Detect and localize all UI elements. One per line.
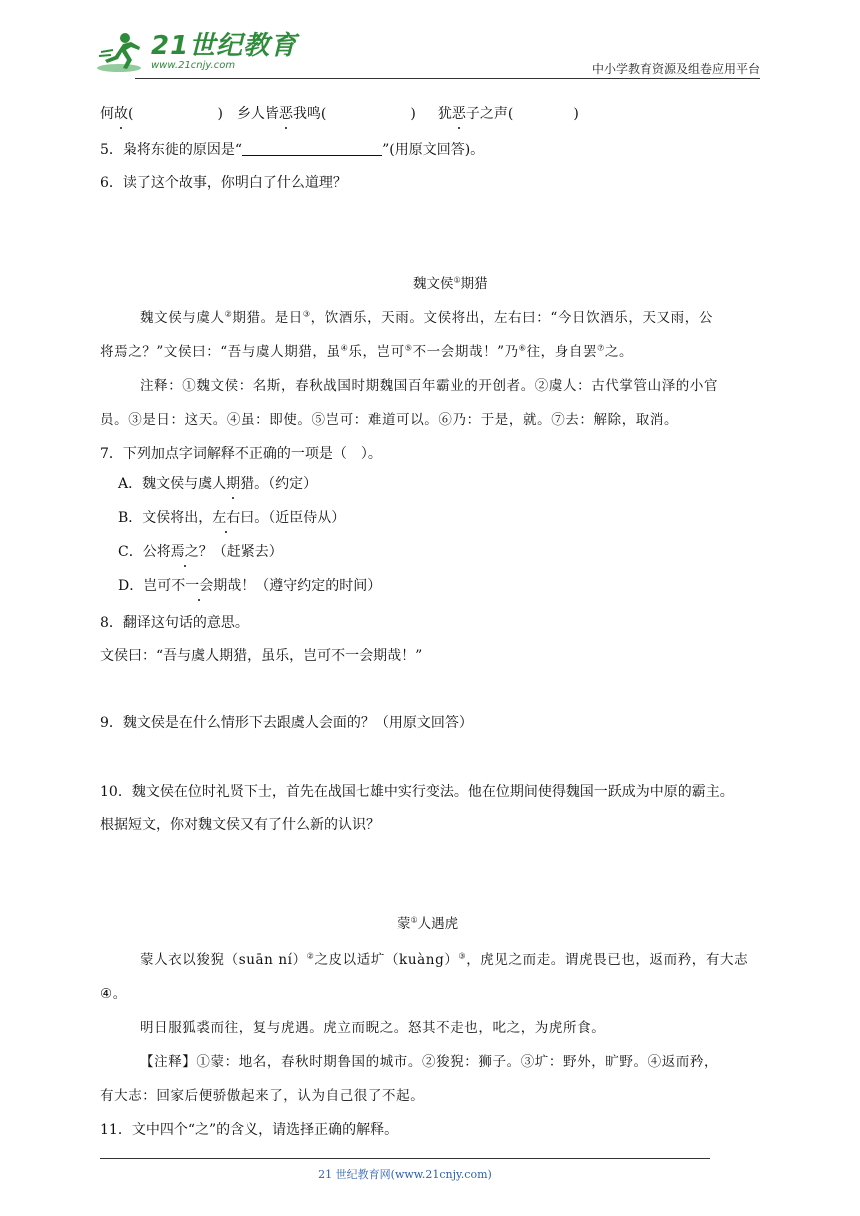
q4-paren-close-2: ) [410,106,416,122]
p1l2-s4: ⑦ [597,343,605,353]
q4-text-1: 何 [100,106,114,122]
q4-dotted-3: 恶 [451,106,466,122]
passage1-note-1: 注释：①魏文侯：名斯，春秋战国时期魏国百年霸业的开创者。②虞人：古代掌管山泽的小官 [140,378,719,394]
question-5 [100,140,484,160]
p1l2-a: 将焉之？”文侯曰：“吾与虞人期猎，虽 [100,344,341,360]
q7b-pre: B．文侯将出， [118,510,213,526]
p1l2-d: 往，身自罢 [526,344,598,360]
passage2-title-a: 蒙 [397,916,411,932]
q4-dotted-1: 故 [114,106,128,122]
passage1-title-sup: ① [453,275,461,285]
passage1-note-2: 员。③是日：这天。④虽：即使。⑤岂可：难道可以。⑥乃：于是，就。⑦去：解除，取消。 [100,412,679,428]
p2l1-s2: ③ [458,951,467,961]
footer-divider [100,1158,710,1159]
p1l1-s1: ② [224,309,233,319]
question-6: 6．读了这个故事，你明白了什么道理？ [100,175,347,191]
p1l2-c: 不一会期哉！”乃 [412,344,519,360]
q4-text-3: 我鸣( [292,106,327,122]
logo [95,30,297,74]
passage2-title-b: 人遇虎 [417,916,459,932]
q7-option-c[interactable] [118,542,283,562]
q4-paren-close-3: ) [573,106,579,122]
passage2-title [397,914,458,934]
q7-option-d[interactable] [118,576,381,596]
q4-dotted-2: 恶 [278,106,293,122]
p1l1-b: 期猎。是日 [232,310,303,326]
passage1-line-1 [140,308,713,328]
header-divider [135,78,760,79]
q5-answer-blank[interactable] [242,141,382,156]
q5-text-pre: 5．枭将东徙的原因是“ [100,142,243,158]
passage1-title-b: 期猎 [460,276,488,292]
p1l2-b: 乐，岂可 [348,344,405,360]
q7-option-b[interactable] [118,508,345,528]
passage2-note-2: 有大志：回家后便骄傲起来了，认为自己很了不起。 [100,1088,425,1104]
logo-url: www.21cnjy.com [151,60,236,71]
passage2-line-1 [140,950,748,970]
p1l2-s2: ⑤ [404,343,413,353]
q4-text-2: 乡人皆 [236,106,279,122]
p1l1-a: 魏文侯与虞人 [140,310,225,326]
question-7-stem: 7．下列加点字词解释不正确的一项是（ ）。 [100,446,382,462]
q5-text-post: ”(用原文回答)。 [382,142,485,158]
q7b-dotted: 左右 [212,510,241,526]
p2l1-c: ，虎见之而走。谓虎畏已也，返而矜，有大志 [466,952,749,968]
footer-link[interactable]: 21 世纪教育网(www.21cnjy.com) [318,1168,492,1181]
q7a-pre: A．魏文侯与虞人 [118,476,227,492]
p1l2-s1: ④ [340,343,349,353]
q7d-post: 期哉！（遵守约定的时间） [213,578,382,594]
q7d-dotted: 一会 [185,578,214,594]
passage1-title [413,274,488,294]
passage2-line-3: 明日服狐裘而往，复与虎遇。虎立而睨之。怒其不走也，叱之，为虎所食。 [140,1020,606,1036]
q4-fill-line [100,104,579,124]
question-10-line-1: 10．魏文侯在位时礼贤下士，首先在战国七雄中实行变法。他在位期间使得魏国一跃成为中原的霸主。 [100,784,734,800]
platform-name: 中小学教育资源及组卷应用平台 [591,62,760,76]
question-9: 9．魏文侯是在什么情形下去跟虞人会面的？（用原文回答） [100,715,473,731]
question-10-line-2: 根据短文，你对魏文侯又有了什么新的认识？ [100,817,380,833]
page-header [95,30,760,80]
p1l2-e: 之。 [604,344,634,360]
passage2-line-2: ④。 [100,986,127,1002]
q4-paren-close-1: ) [217,106,223,122]
passage1-title-a: 魏文侯 [413,276,454,292]
q7-option-a[interactable] [118,474,317,494]
passage2-note-1: 【注释】①蒙：地名，春秋时期鲁国的城市。②狻猊：狮子。③圹：野外，旷野。④返而矜， [140,1054,719,1070]
question-8-quote: 文侯曰：“吾与虞人期猎，虽乐，岂可不一会期哉！” [100,648,423,664]
p1l2-s3: ⑥ [518,343,527,353]
logo-title: 21世纪教育 [151,31,298,61]
p2l1-a: 蒙人衣以狻猊（suān ní） [140,952,307,968]
p1l1-c: ，饮酒乐，天雨。文侯将出，左右曰：“今日饮酒乐，天又雨，公 [310,310,713,326]
q7c-post: ？（赶紧去） [198,544,283,560]
q7a-post: 猎。（约定） [240,476,318,492]
q4-text-4: 犹 [437,106,452,122]
q4-paren-open-1: ( [128,106,134,122]
p1l1-s2: ③ [302,309,311,319]
q7c-pre: C．公将 [118,544,171,560]
q7d-pre: D．岂可不 [118,578,186,594]
p2l1-b: 之皮以适圹（kuàng） [314,952,459,968]
passage2-title-sup: ① [410,915,418,925]
question-8-stem: 8．翻译这句话的意思。 [100,615,249,631]
runner-logo-icon [95,30,147,74]
q7c-dotted: 焉之 [170,544,199,560]
passage1-line-2 [100,342,633,362]
q4-text-5: 子之声( [465,106,514,122]
p2l1-s1: ② [306,951,315,961]
question-11: 11．文中四个“之”的含义，请选择正确的解释。 [100,1122,399,1138]
q7a-dotted: 期 [226,476,241,492]
q7b-post: 曰。（近臣侍从） [240,510,346,526]
